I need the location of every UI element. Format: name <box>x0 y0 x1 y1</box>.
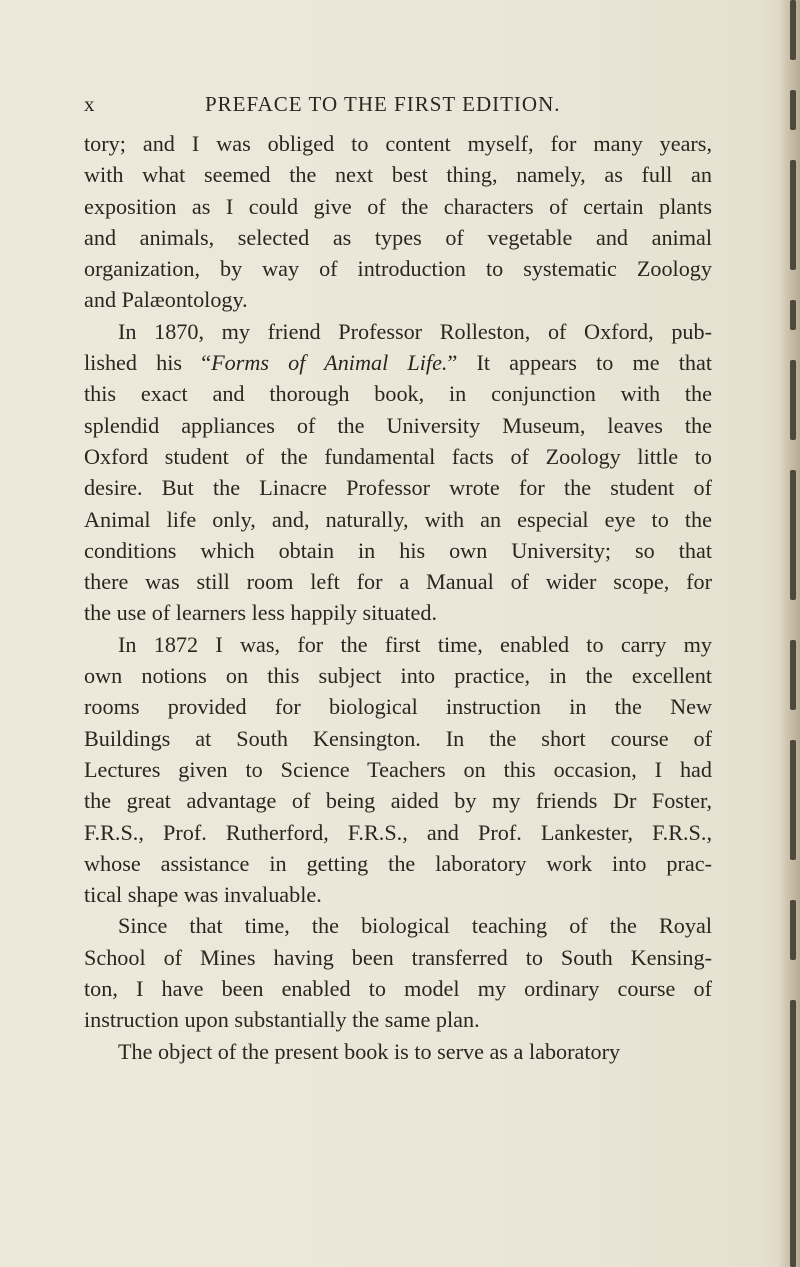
body-text <box>84 128 712 1067</box>
text-line: ton, I have been enabled to model my ordinary course of <box>84 976 712 1002</box>
text-line: whose assistance in getting the laboratory work into prac- <box>84 850 712 876</box>
text-line: organization, by way of introduction to systematic Zoology <box>84 256 712 282</box>
text-line: rooms provided for biological instruction in the New <box>84 694 712 720</box>
text-line: In 1872 I was, for the first time, enabled to carry my <box>118 631 712 657</box>
text-line: the great advantage of being aided by my friends Dr Foster, <box>84 788 712 814</box>
page-number: x <box>84 92 96 116</box>
text-line: Oxford student of the fundamental facts of Zoology little to <box>84 443 712 469</box>
text-line: desire. But the Linacre Professor wrote for the student of <box>84 475 712 501</box>
text-line: Since that time, the biological teaching of the Royal <box>118 913 712 939</box>
text-line: this exact and thorough book, in conjunction with the <box>84 381 712 407</box>
text-line: tical shape was invaluable. <box>84 882 322 908</box>
edge-mark <box>790 640 796 710</box>
text-line: Lectures given to Science Teachers on this occasion, I had <box>84 756 712 782</box>
edge-mark <box>790 360 796 440</box>
text-line: and animals, selected as types of vegetable and animal <box>84 224 712 250</box>
text-line: and Palæontology. <box>84 287 248 313</box>
page-header <box>84 92 724 120</box>
text-line: In 1870, my friend Professor Rolleston, of Oxford, pub- <box>118 318 712 344</box>
text-line: there was still room left for a Manual of wider scope, for <box>84 569 712 595</box>
edge-mark <box>790 1000 796 1267</box>
text-line: splendid appliances of the University Museum, leaves the <box>84 412 712 438</box>
book-title-quote-open: “ <box>201 350 212 376</box>
text-line: tory; and I was obliged to content myself, for many years, <box>84 131 712 156</box>
edge-mark <box>790 90 796 130</box>
edge-mark <box>790 300 796 330</box>
text-line: with what seemed the next best thing, namely, as full an <box>84 162 712 188</box>
edge-mark <box>790 470 796 600</box>
text-line: Buildings at South Kensington. In the short course of <box>84 725 712 751</box>
text-line: conditions which obtain in his own University; so that <box>84 537 712 563</box>
running-head: PREFACE TO THE FIRST EDITION. <box>205 92 561 116</box>
text-line: exposition as I could give of the characters of certain plants <box>84 193 712 219</box>
text-line: the use of learners less happily situated. <box>84 600 438 626</box>
page-edge-shadow <box>778 0 800 1267</box>
text-line: School of Mines having been transferred to South Kensing- <box>84 944 712 970</box>
text-line-lead: lished his <box>84 350 183 376</box>
text-line: own notions on this subject into practice, in the excellent <box>84 663 712 689</box>
text-line: F.R.S., Prof. Rutherford, F.R.S., and Prof. Lankester, F.R.S., <box>84 819 712 845</box>
text-line: instruction upon substantially the same plan. <box>84 1007 480 1033</box>
text-line: The object of the present book is to serve as a laboratory <box>118 1038 621 1064</box>
edge-mark <box>790 160 796 270</box>
edge-mark <box>790 900 796 960</box>
book-title: Forms of Animal Life. <box>211 350 448 376</box>
edge-mark <box>790 0 796 60</box>
text-line: Animal life only, and, naturally, with an especial eye to the <box>84 506 712 532</box>
text-line-with-title <box>84 347 712 378</box>
book-title-trailing-text: ” It appears to me that <box>447 350 713 376</box>
edge-mark <box>790 740 796 860</box>
